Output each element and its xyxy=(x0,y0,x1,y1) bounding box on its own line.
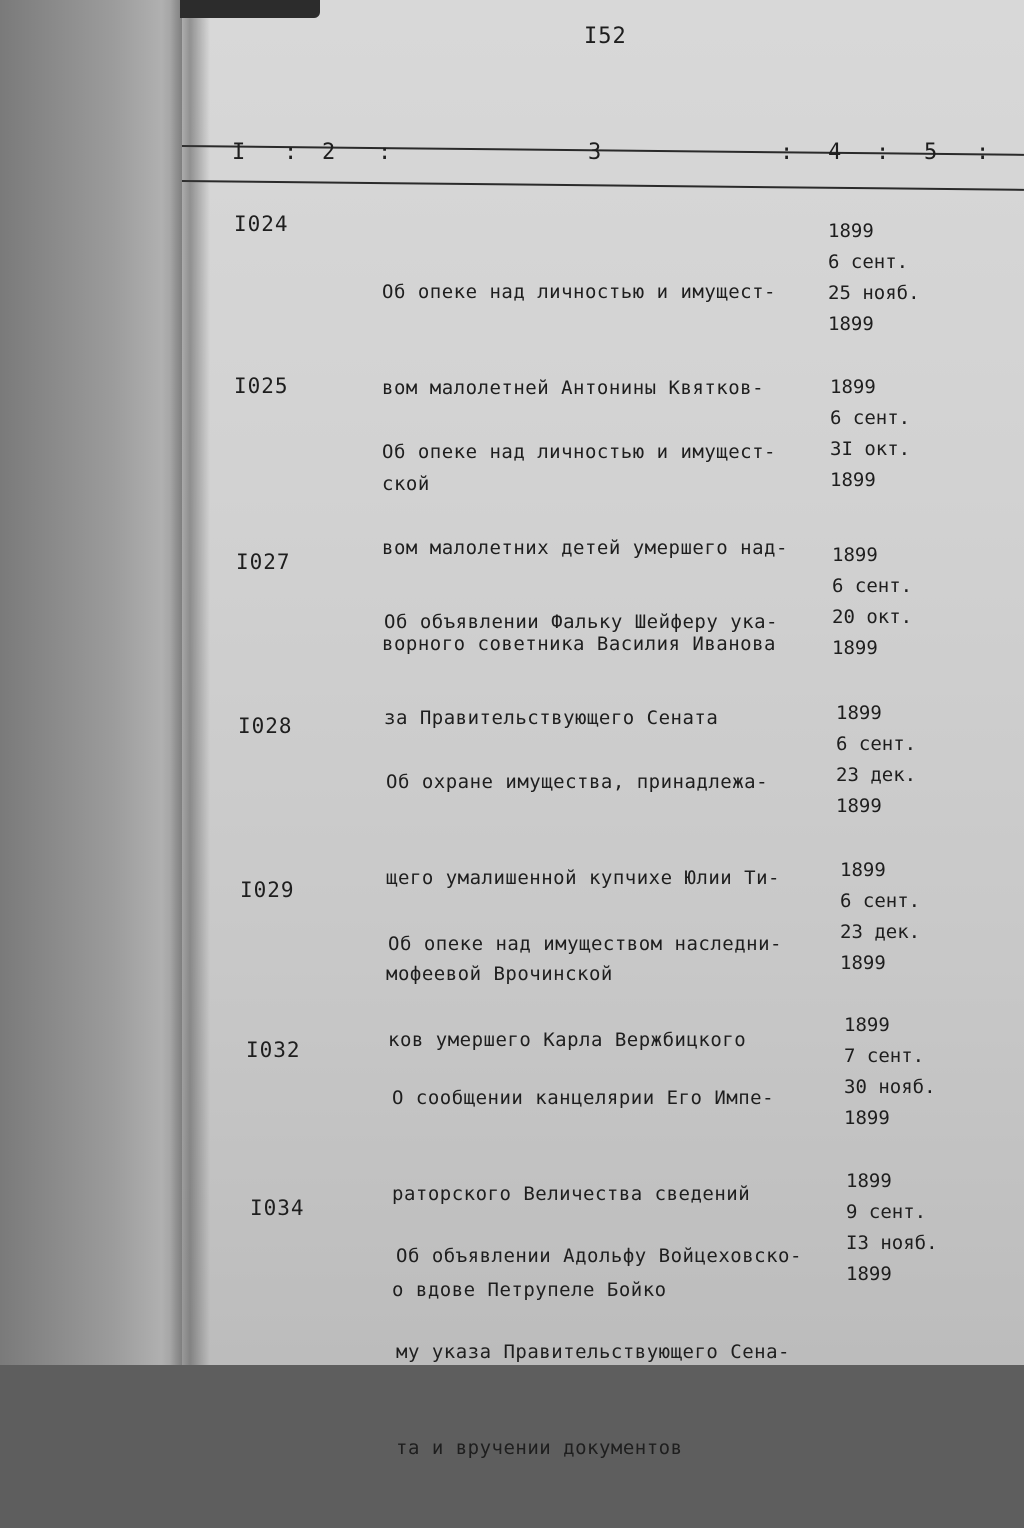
entry-title-line: Об опеке над личностью и имущест- xyxy=(382,441,776,463)
entry-title-line: о вдове Петрупеле Бойко xyxy=(392,1279,667,1301)
header-rule-bottom xyxy=(182,180,1024,191)
entry-title-line: Об объявлении Адольфу Войцеховско- xyxy=(396,1245,802,1267)
column-header-2: 2 xyxy=(322,140,336,165)
entry-date: 7 сент. xyxy=(844,1045,925,1067)
entry-title-line: О сообщении канцелярии Его Импе- xyxy=(392,1087,775,1109)
entry-date: 1899 xyxy=(840,952,886,974)
entry-date: 1899 xyxy=(836,795,882,817)
book-spine-shadow xyxy=(170,0,210,1365)
entry-date: 23 дек. xyxy=(836,764,917,786)
entry-title-line: му указа Правительствующего Сена- xyxy=(396,1341,790,1363)
entry-date: 1899 xyxy=(832,637,878,659)
entry-title-line: Об объявлении Фальку Шейферу ука- xyxy=(384,611,778,633)
column-header-5: 5 xyxy=(924,140,938,165)
column-separator: : xyxy=(976,140,990,165)
entry-date: 1899 xyxy=(840,859,886,881)
entry-date: 9 сент. xyxy=(846,1201,927,1223)
entry-title-line: вом малолетних детей умершего над- xyxy=(382,537,788,559)
column-separator: : xyxy=(876,140,890,165)
entry-number: I025 xyxy=(234,374,289,398)
entry-date: 25 нояб. xyxy=(828,282,920,304)
entry-title-line: ской xyxy=(382,473,430,495)
entry-title-line: ков умершего Карла Вержбицкого xyxy=(388,1029,747,1051)
entry-title xyxy=(396,1176,802,1528)
entry-date: 3I окт. xyxy=(830,438,911,460)
entry-dates xyxy=(840,855,920,979)
entry-title-line: раторского Величества сведений xyxy=(392,1183,751,1205)
entry-dates xyxy=(832,540,912,664)
entry-number: I034 xyxy=(250,1196,305,1220)
entry-date: 1899 xyxy=(830,469,876,491)
entry-date: 1899 xyxy=(828,220,874,242)
entry-dates xyxy=(830,372,910,496)
entry-date: 1899 xyxy=(836,702,882,724)
entry-date: 6 сент. xyxy=(832,575,913,597)
entry-dates xyxy=(844,1010,936,1134)
entry-title-line: Об охране имущества, принадлежа- xyxy=(386,771,769,793)
top-edge-shadow xyxy=(180,0,320,18)
entry-date: 6 сент. xyxy=(836,733,917,755)
facing-page xyxy=(0,0,190,1365)
entry-number: I028 xyxy=(238,714,293,738)
page-number: I52 xyxy=(584,24,627,49)
column-separator: : xyxy=(284,140,298,165)
column-separator: : xyxy=(780,140,794,165)
entry-date: 23 дек. xyxy=(840,921,921,943)
entry-date: 1899 xyxy=(844,1014,890,1036)
entry-date: 6 сент. xyxy=(830,407,911,429)
entry-title-line: ворного советника Василия Иванова xyxy=(382,633,776,655)
entry-dates xyxy=(846,1166,938,1290)
entry-number: I024 xyxy=(234,212,289,236)
entry-number: I032 xyxy=(246,1038,301,1062)
entry-date: 6 сент. xyxy=(828,251,909,273)
entry-date: 1899 xyxy=(846,1263,892,1285)
entry-dates xyxy=(828,216,920,340)
header-rule-top xyxy=(182,145,1024,156)
entry-date: I3 нояб. xyxy=(846,1232,938,1254)
entry-number: I029 xyxy=(240,878,295,902)
entry-date: 1899 xyxy=(830,376,876,398)
entry-title-line: вом малолетней Антонины Квятков- xyxy=(382,377,765,399)
entry-number: I027 xyxy=(236,550,291,574)
entry-title-line: мофеевой Врочинской xyxy=(386,963,613,985)
entry-date: 1899 xyxy=(846,1170,892,1192)
column-separator: : xyxy=(378,140,392,165)
column-header-3: 3 xyxy=(588,140,602,165)
entry-date: 30 нояб. xyxy=(844,1076,936,1098)
entry-date: 20 окт. xyxy=(832,606,913,628)
entry-date: 1899 xyxy=(828,313,874,335)
entry-title-line: Об опеке над имуществом наследни- xyxy=(388,933,782,955)
entry-title-line: Об опеке над личностью и имущест- xyxy=(382,281,776,303)
entry-title-line: та и вручении документов xyxy=(396,1437,683,1459)
entry-date: 1899 xyxy=(844,1107,890,1129)
column-header-1: I xyxy=(232,140,246,165)
column-header-4: 4 xyxy=(828,140,842,165)
entry-date: 6 сент. xyxy=(840,890,921,912)
entry-date: 1899 xyxy=(832,544,878,566)
entry-dates xyxy=(836,698,916,822)
entry-title-line: щего умалишенной купчихе Юлии Ти- xyxy=(386,867,780,889)
document-page xyxy=(182,0,1024,1459)
entry-title-line: за Правительствующего Сената xyxy=(384,707,719,729)
